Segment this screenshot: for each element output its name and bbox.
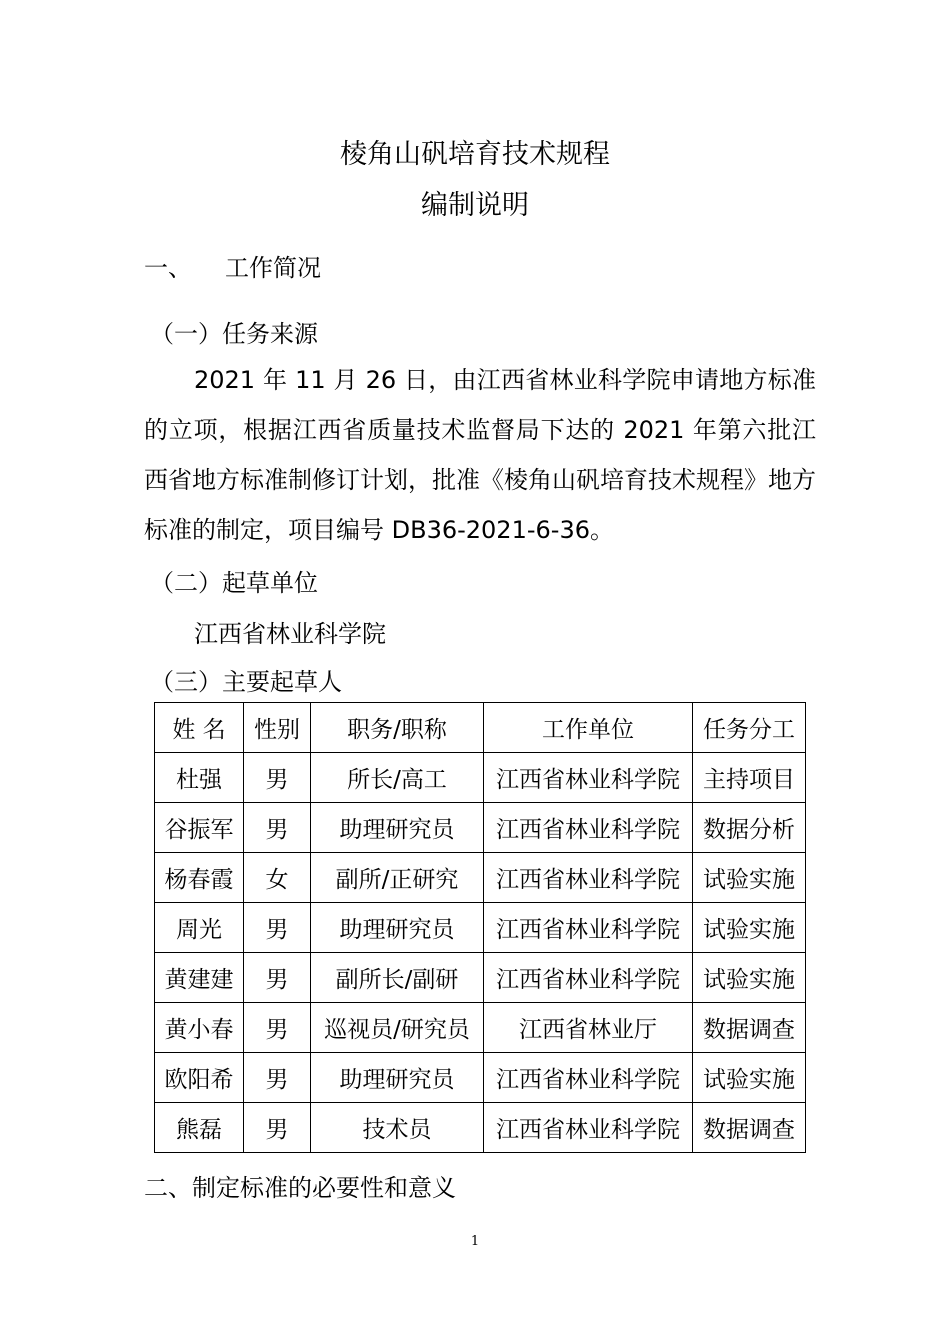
cell-role: 试验实施 [693, 1053, 806, 1103]
section-1-heading [144, 248, 321, 283]
column-header-role: 任务分工 [693, 703, 806, 753]
cell-gender: 男 [244, 1103, 311, 1153]
cell-role: 主持项目 [693, 753, 806, 803]
cell-name: 熊磊 [155, 1103, 244, 1153]
table-row [155, 953, 806, 1003]
cell-role: 数据分析 [693, 803, 806, 853]
table-row [155, 853, 806, 903]
table-row [155, 803, 806, 853]
cell-title: 巡视员/研究员 [311, 1003, 484, 1053]
column-header-title: 职务/职称 [311, 703, 484, 753]
cell-role: 数据调查 [693, 1103, 806, 1153]
document-subtitle: 编制说明 [421, 190, 529, 221]
cell-unit: 江西省林业科学院 [484, 1053, 693, 1103]
task-source-paragraph: 2021 年 11 月 26 日，由江西省林业科学院申请地方标准的立项，根据江西省质量技术监督局下达的 2021 年第六批江西省地方标准制修订计划，批准《棱角山矾培育技术规程》地方标准的制定，项目编号 DB36-2021-6-36。 [144, 366, 816, 544]
cell-gender: 男 [244, 803, 311, 853]
cell-role: 试验实施 [693, 903, 806, 953]
cell-title: 助理研究员 [311, 1053, 484, 1103]
cell-gender: 女 [244, 853, 311, 903]
cell-unit: 江西省林业科学院 [484, 1103, 693, 1153]
column-header-gender: 性别 [244, 703, 311, 753]
table-row [155, 1103, 806, 1153]
drafting-unit-heading: （二）起草单位 [150, 569, 318, 597]
cell-title: 技术员 [311, 1103, 484, 1153]
cell-name: 谷振军 [155, 803, 244, 853]
drafters-table [154, 702, 806, 1153]
cell-gender: 男 [244, 1003, 311, 1053]
table-header-row [155, 703, 806, 753]
cell-name: 欧阳希 [155, 1053, 244, 1103]
cell-name: 杨春霞 [155, 853, 244, 903]
cell-title: 副所长/副研 [311, 953, 484, 1003]
cell-unit: 江西省林业科学院 [484, 753, 693, 803]
cell-role: 数据调查 [693, 1003, 806, 1053]
table-row [155, 1053, 806, 1103]
cell-gender: 男 [244, 1053, 311, 1103]
cell-gender: 男 [244, 753, 311, 803]
cell-title: 副所/正研究 [311, 853, 484, 903]
cell-name: 黄建建 [155, 953, 244, 1003]
cell-unit: 江西省林业科学院 [484, 853, 693, 903]
cell-name: 杜强 [155, 753, 244, 803]
cell-name: 黄小春 [155, 1003, 244, 1053]
table-row [155, 753, 806, 803]
column-header-name: 姓 名 [155, 703, 244, 753]
cell-title: 所长/高工 [311, 753, 484, 803]
document-title: 棱角山矾培育技术规程 [340, 139, 610, 170]
cell-title: 助理研究员 [311, 803, 484, 853]
cell-role: 试验实施 [693, 853, 806, 903]
cell-gender: 男 [244, 903, 311, 953]
cell-unit: 江西省林业科学院 [484, 953, 693, 1003]
cell-gender: 男 [244, 953, 311, 1003]
section-1-number: 一、 [144, 254, 192, 282]
section-1-title: 工作简况 [225, 254, 321, 282]
cell-title: 助理研究员 [311, 903, 484, 953]
cell-unit: 江西省林业科学院 [484, 803, 693, 853]
cell-unit: 江西省林业科学院 [484, 903, 693, 953]
section-2-heading: 二、制定标准的必要性和意义 [144, 1174, 456, 1202]
table-row [155, 1003, 806, 1053]
drafting-unit-value: 江西省林业科学院 [194, 620, 386, 648]
drafters-heading: （三）主要起草人 [150, 668, 342, 696]
page-number: 1 [470, 1234, 480, 1249]
task-source-heading: （一）任务来源 [150, 320, 318, 348]
cell-role: 试验实施 [693, 953, 806, 1003]
column-header-unit: 工作单位 [484, 703, 693, 753]
cell-name: 周光 [155, 903, 244, 953]
table-row [155, 903, 806, 953]
cell-unit: 江西省林业厅 [484, 1003, 693, 1053]
